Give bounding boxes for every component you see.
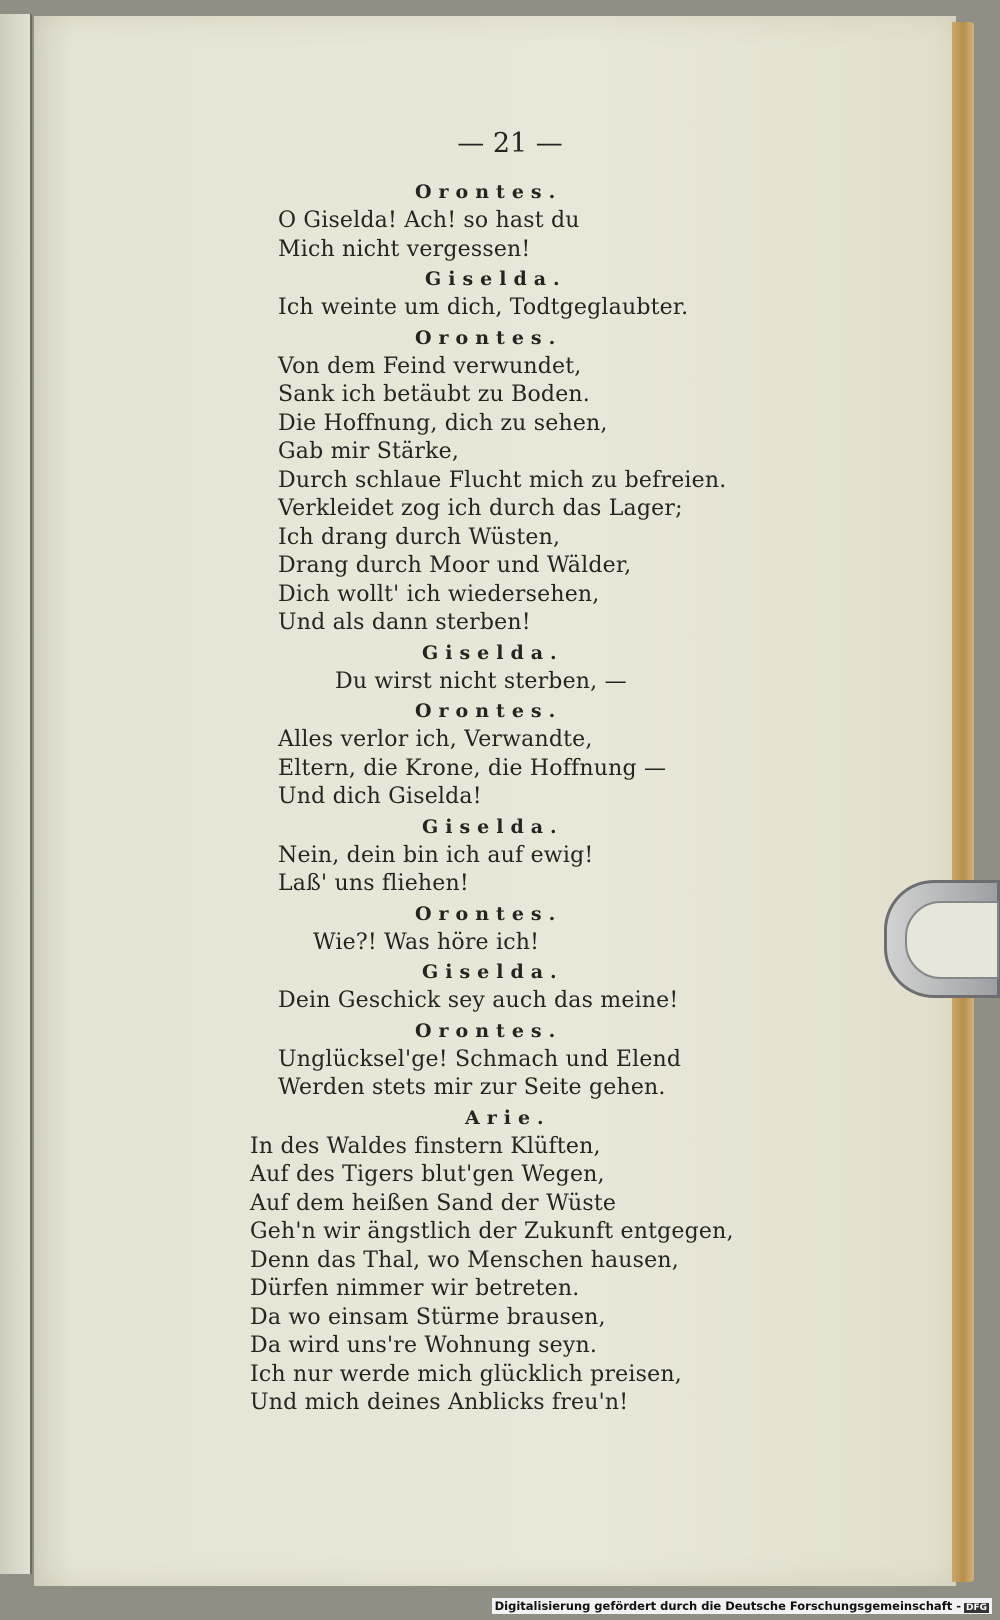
verse-line: Auf des Tigers blut'gen Wegen,: [250, 1162, 605, 1187]
verse-line: Du wirst nicht sterben, —: [335, 668, 627, 694]
facing-page-edge: [0, 14, 32, 1574]
dialogue-block: [250, 1016, 750, 1103]
verse-line: Dich wollt' ich wiedersehen,: [278, 581, 600, 607]
verse-line: Mich nicht vergessen!: [278, 236, 531, 262]
libretto-text: [250, 128, 750, 1418]
speaker-heading: Giselda.: [425, 268, 567, 290]
verse-line: Dein Geschick sey auch das meine!: [278, 988, 679, 1013]
verse-line: Ich weinte um dich, Todtgeglaubter.: [278, 295, 689, 320]
dialogue-block: [250, 1103, 750, 1418]
verse-line: Und als dann sterben!: [278, 610, 531, 635]
dialogue-block: [250, 323, 750, 638]
verse-line: Nein, dein bin ich auf ewig!: [278, 842, 594, 868]
verse-line: Eltern, die Krone, die Hoffnung —: [278, 755, 667, 781]
verse-line: Da wo einsam Stürme brausen,: [250, 1304, 606, 1330]
speaker-heading: Orontes.: [415, 700, 563, 722]
verse-line: Dürfen nimmer wir betreten.: [250, 1276, 580, 1301]
verse-line: Von dem Feind verwundet,: [278, 353, 582, 379]
verse-line: Auf dem heißen Sand der Wüste: [250, 1190, 617, 1216]
verse-line: Und mich deines Anblicks freu'n!: [250, 1390, 629, 1415]
verse-line: Die Hoffnung, dich zu sehen,: [278, 410, 608, 436]
page-stack-edge: [952, 22, 974, 1582]
speaker-heading: Giselda.: [422, 815, 564, 838]
page-number: — 21 —: [457, 128, 563, 159]
verse-line: Denn das Thal, wo Menschen hausen,: [250, 1247, 679, 1273]
verse-line: Drang durch Moor und Wälder,: [278, 553, 632, 578]
digitization-credit: [492, 1598, 992, 1614]
verse-line: Gab mir Stärke,: [278, 439, 460, 464]
speaker-heading: Giselda.: [422, 641, 564, 664]
speaker-heading: Orontes.: [415, 902, 563, 925]
dialogue-block: [250, 177, 750, 264]
verse-line: Verkleidet zog ich durch das Lager;: [278, 496, 683, 521]
verse-line: Geh'n wir ängstlich der Zukunft entgegen,: [250, 1219, 734, 1244]
dialogue-block: [250, 696, 750, 812]
dialogue-block: [250, 264, 750, 323]
verse-line: Ich nur werde mich glücklich preisen,: [250, 1361, 682, 1387]
dialogue-block: [250, 812, 750, 899]
speaker-heading: Orontes.: [415, 326, 563, 349]
aria-heading: Arie.: [465, 1106, 551, 1129]
dialogue-block: [250, 638, 750, 697]
verse-line: O Giselda! Ach! so hast du: [278, 208, 580, 233]
verse-line: Ich drang durch Wüsten,: [278, 524, 561, 550]
verse-line: Laß' uns fliehen!: [278, 871, 469, 896]
paper-clip-loop: [905, 901, 999, 979]
credit-text: Digitalisierung gefördert durch die Deutsche Forschungsgemeinschaft -: [494, 1599, 961, 1613]
paper-clip: [884, 880, 1000, 998]
verse-line: Da wird uns're Wohnung seyn.: [250, 1333, 598, 1358]
dfg-logo: DFG: [965, 1603, 987, 1613]
verse-line: Sank ich betäubt zu Boden.: [278, 382, 590, 407]
verse-line: Durch schlaue Flucht mich zu befreien.: [278, 467, 727, 493]
verse-line: Unglücksel'ge! Schmach und Elend: [278, 1046, 682, 1072]
verse-line: Werden stets mir zur Seite gehen.: [278, 1075, 666, 1100]
verse-line: In des Waldes finstern Klüften,: [250, 1133, 601, 1159]
verse-line: Alles verlor ich, Verwandte,: [278, 727, 593, 752]
speaker-heading: Orontes.: [415, 181, 563, 203]
speaker-heading: Giselda.: [422, 961, 564, 983]
verse-line: Wie?! Was höre ich!: [313, 929, 540, 955]
dialogue-block: [250, 899, 750, 958]
verse-line: Und dich Giselda!: [278, 784, 482, 809]
dialogue-block: [250, 957, 750, 1016]
speaker-heading: Orontes.: [415, 1019, 563, 1042]
